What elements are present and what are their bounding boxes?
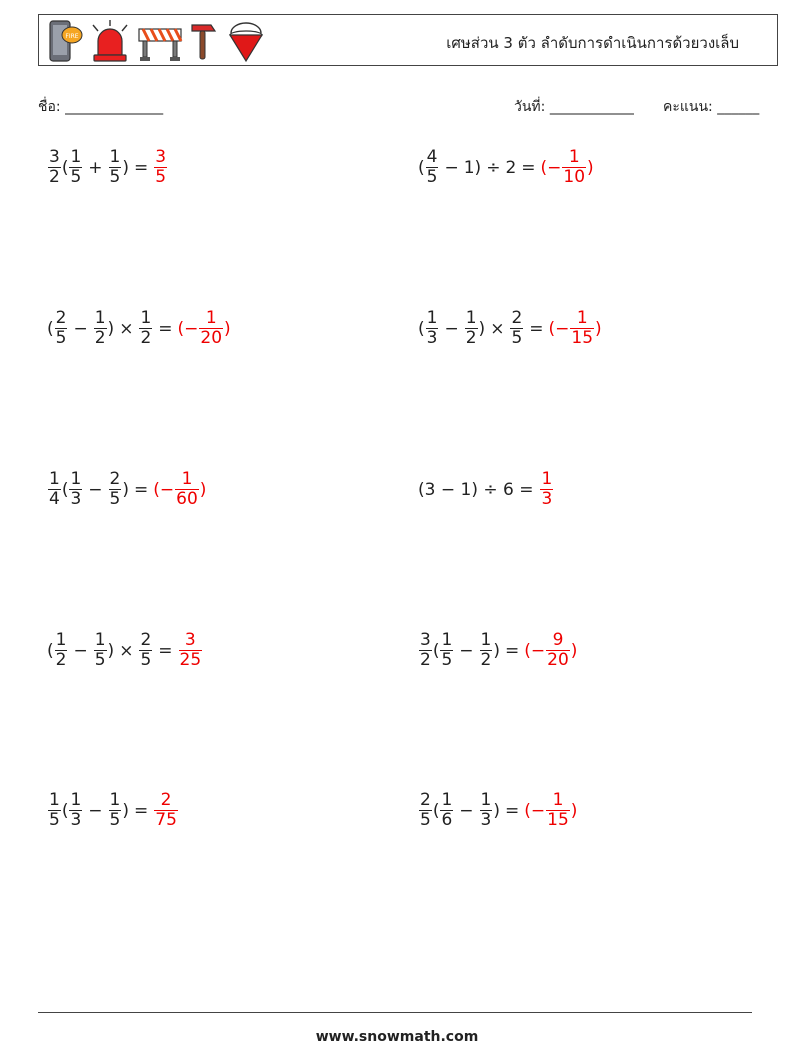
answer: [549, 309, 602, 348]
answer-suffix: ): [595, 318, 602, 339]
first-fraction: [426, 309, 439, 348]
numerator: 1: [49, 469, 60, 489]
denominator: 5: [441, 650, 453, 670]
denominator: 5: [94, 650, 106, 670]
open-paren: (: [47, 318, 54, 339]
answer-fraction: [570, 309, 594, 348]
date-field-label: วันที่: ____________: [514, 99, 634, 115]
answer-suffix: ): [570, 640, 578, 661]
numerator: 4: [426, 147, 438, 167]
answer-fraction: [199, 309, 223, 348]
outer-operator: ÷: [486, 157, 501, 178]
numerator: 1: [55, 630, 67, 650]
second-fraction: [94, 631, 107, 670]
equals-sign: =: [521, 157, 536, 178]
operator: −: [444, 157, 459, 178]
header-icons: [47, 19, 267, 63]
outer-fraction: [139, 631, 152, 670]
denominator: 3: [70, 489, 82, 509]
answer-fraction: [179, 631, 203, 670]
close-paren: ): [107, 318, 115, 339]
close-paren: ): [474, 157, 482, 178]
close-paren: ): [478, 318, 486, 339]
equals-sign: =: [134, 800, 149, 821]
operator: −: [459, 640, 474, 661]
outer-operator: ×: [119, 318, 134, 339]
numerator: 1: [109, 790, 121, 810]
answer-fraction: [546, 631, 570, 670]
numerator: 1: [205, 308, 217, 328]
denominator: 5: [109, 489, 121, 509]
open-paren: (: [432, 640, 440, 661]
numerator: 1: [480, 790, 492, 810]
answer-suffix: ): [587, 157, 594, 178]
open-paren: (: [47, 640, 54, 661]
open-paren: (: [432, 800, 440, 821]
numerator: 1: [70, 790, 82, 810]
numerator: 1: [441, 790, 453, 810]
first-fraction: [440, 791, 453, 830]
denominator: 5: [155, 167, 167, 187]
denominator: 5: [511, 328, 523, 348]
answer-prefix: (−: [540, 157, 562, 178]
denominator: 5: [109, 167, 121, 187]
numerator: 1: [181, 469, 193, 489]
numerator: 1: [426, 308, 438, 328]
answer-fraction: [562, 148, 586, 187]
numerator: 1: [70, 469, 82, 489]
answer-suffix: ): [199, 479, 207, 500]
leading-fraction: [48, 470, 61, 509]
problem-5: [47, 470, 206, 509]
denominator: 2: [140, 328, 152, 348]
first-fraction: [55, 309, 68, 348]
numerator: 1: [70, 147, 82, 167]
operator: −: [459, 800, 474, 821]
numerator: 3: [184, 630, 196, 650]
answer-fraction: [540, 470, 553, 509]
second-fraction: [109, 470, 122, 509]
problem-2: [418, 148, 594, 187]
denominator: 5: [109, 810, 121, 830]
denominator: 3: [480, 810, 492, 830]
denominator: 60: [176, 489, 198, 509]
numerator: 1: [480, 630, 492, 650]
phone-fire-icon: [47, 19, 83, 63]
denominator: 5: [420, 810, 431, 830]
outer-fraction: [510, 309, 523, 348]
answer-fraction: [546, 791, 570, 830]
open-paren: (: [418, 157, 425, 178]
close-paren: ): [122, 157, 130, 178]
denominator: 10: [563, 167, 586, 187]
integer-term: 1: [463, 157, 475, 178]
denominator: 2: [480, 650, 492, 670]
denominator: 20: [547, 650, 569, 670]
outer-fraction: [139, 309, 152, 348]
open-paren: (: [61, 479, 69, 500]
answer-suffix: ): [224, 318, 231, 339]
answer-fraction: [175, 470, 199, 509]
first-fraction: [426, 148, 439, 187]
answer: [153, 791, 179, 830]
first-fraction: [69, 148, 82, 187]
name-field-label: ชื่อ: ______________: [38, 99, 164, 115]
operator: −: [73, 640, 88, 661]
problem-8: [418, 631, 577, 670]
denominator: 3: [70, 810, 82, 830]
svg-text:FIRE: FIRE: [65, 33, 79, 40]
operator: −: [88, 479, 103, 500]
problem-9: [47, 791, 179, 830]
leading-fraction: [419, 791, 432, 830]
denominator: 2: [465, 328, 477, 348]
answer: [539, 470, 554, 509]
denominator: 5: [140, 650, 152, 670]
equals-sign: =: [134, 157, 149, 178]
numerator: 3: [420, 630, 431, 650]
close-paren: ): [493, 800, 501, 821]
answer: [541, 148, 594, 187]
leading-fraction: [419, 631, 432, 670]
denominator: 2: [55, 650, 67, 670]
denominator: 3: [426, 328, 438, 348]
denominator: 5: [49, 810, 60, 830]
answer: [178, 309, 231, 348]
numerator: 3: [155, 147, 167, 167]
first-fraction: [69, 470, 82, 509]
close-paren: ): [122, 479, 130, 500]
answer-fraction: [154, 791, 178, 830]
second-fraction: [480, 631, 493, 670]
numerator: 9: [552, 630, 564, 650]
denominator: 6: [441, 810, 453, 830]
open-paren: (: [61, 157, 69, 178]
operator: −: [73, 318, 88, 339]
leading-fraction: [48, 148, 61, 187]
answer-fraction: [154, 148, 167, 187]
numerator: 1: [576, 308, 588, 328]
problem-7: [47, 631, 203, 670]
denominator: 5: [426, 167, 438, 187]
equals-sign: =: [529, 318, 544, 339]
close-paren: ): [107, 640, 115, 661]
numerator: 1: [109, 147, 121, 167]
denominator: 75: [155, 810, 177, 830]
answer-prefix: (−: [548, 318, 570, 339]
second-fraction: [94, 309, 107, 348]
equals-sign: =: [158, 318, 173, 339]
denominator: 2: [94, 328, 106, 348]
numerator: 1: [541, 469, 553, 489]
problem-4: [418, 309, 602, 348]
footer-divider: [38, 1012, 752, 1013]
problem-1: [47, 148, 168, 187]
outer-integer: 2: [505, 157, 517, 178]
close-paren: ): [493, 640, 501, 661]
numerator: 1: [465, 308, 477, 328]
siren-icon: [89, 19, 131, 63]
numerator: 3: [49, 147, 60, 167]
numerator: 2: [420, 790, 431, 810]
operator: −: [444, 318, 459, 339]
denominator: 20: [200, 328, 223, 348]
fire-axe-icon: [189, 19, 219, 63]
answer: [153, 148, 168, 187]
operator: −: [88, 800, 103, 821]
first-fraction: [55, 631, 68, 670]
second-fraction: [465, 309, 478, 348]
numerator: 1: [94, 308, 106, 328]
numerator: 1: [568, 147, 580, 167]
numerator: 2: [511, 308, 523, 328]
answer: [524, 791, 577, 830]
equals-sign: =: [505, 640, 520, 661]
denominator: 2: [420, 650, 431, 670]
open-paren: (: [61, 800, 69, 821]
problem-6: [418, 470, 554, 509]
road-barrier-icon: [137, 19, 183, 63]
footer-site: www.snowmath.com: [315, 1029, 479, 1045]
answer-prefix: (−: [177, 318, 199, 339]
outer-operator: ×: [119, 640, 134, 661]
close-paren: ): [122, 800, 130, 821]
numerator: 1: [441, 630, 453, 650]
denominator: 15: [547, 810, 569, 830]
denominator: 3: [541, 489, 553, 509]
denominator: 15: [571, 328, 594, 348]
answer: [178, 631, 204, 670]
first-fraction: [440, 631, 453, 670]
score-field-label: คะแนน: ______: [663, 99, 760, 115]
denominator: 2: [49, 167, 60, 187]
outer-operator: ×: [490, 318, 505, 339]
worksheet-header: [38, 14, 778, 66]
answer-prefix: (−: [524, 640, 546, 661]
equals-sign: =: [134, 479, 149, 500]
denominator: 4: [49, 489, 60, 509]
first-fraction: [69, 791, 82, 830]
numerator: 1: [140, 308, 152, 328]
worksheet-title: เศษส่วน 3 ตัว ลำดับการดำเนินการด้วยวงเล็บ: [446, 34, 739, 52]
numerator: 1: [49, 790, 60, 810]
leading-fraction: [48, 791, 61, 830]
open-paren: (: [418, 318, 425, 339]
expression-text: (3 − 1) ÷ 6 =: [418, 479, 534, 500]
answer-suffix: ): [570, 800, 578, 821]
denominator: 25: [179, 650, 202, 670]
denominator: 5: [55, 328, 67, 348]
denominator: 5: [70, 167, 82, 187]
numerator: 1: [94, 630, 106, 650]
problem-3: [47, 309, 231, 348]
problem-10: [418, 791, 577, 830]
answer: [524, 631, 577, 670]
answer-prefix: (−: [153, 479, 175, 500]
answer: [153, 470, 206, 509]
numerator: 1: [552, 790, 564, 810]
fire-bucket-icon: [225, 19, 267, 63]
second-fraction: [480, 791, 493, 830]
numerator: 2: [140, 630, 152, 650]
equals-sign: =: [158, 640, 173, 661]
numerator: 2: [109, 469, 121, 489]
second-fraction: [109, 148, 122, 187]
numerator: 2: [160, 790, 172, 810]
numerator: 2: [55, 308, 67, 328]
answer-prefix: (−: [524, 800, 546, 821]
equals-sign: =: [505, 800, 520, 821]
operator: +: [88, 157, 103, 178]
second-fraction: [109, 791, 122, 830]
